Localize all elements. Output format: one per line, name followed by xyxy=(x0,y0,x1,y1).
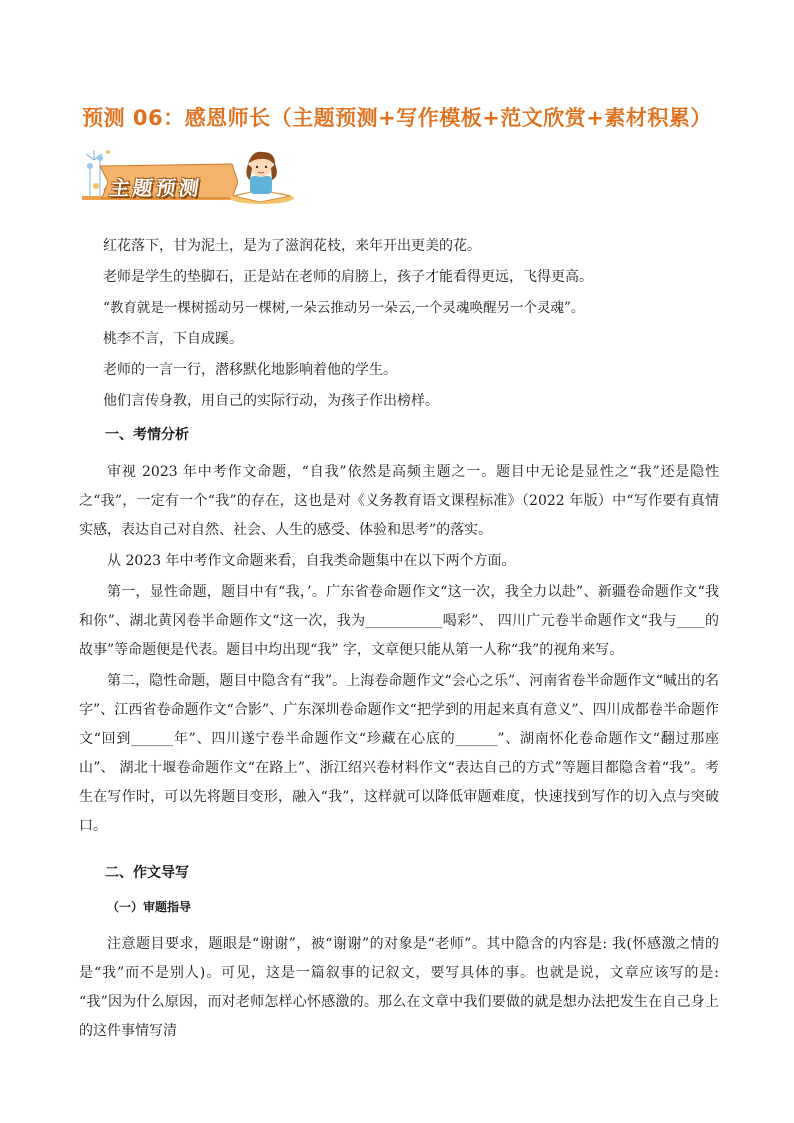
section-heading-analysis: 一、考情分析 xyxy=(105,427,189,443)
paragraph: 第一，显性命题，题目中有“我，’。广东省卷命题作文“这一次，我全力以赴”、新疆卷命题作文“我和你”、湖北黄冈卷半命题作文“这一次，我为___________喝彩”、 四川广元卷半命题作文“我与____的故事”等命题便是代表。题目中均出现“我” 字，文章便只能从第一人称“我”的视角来写。 xyxy=(79,584,719,658)
subsection-heading: （一）审题指导 xyxy=(107,900,192,914)
section-heading-guide: 二、作文导写 xyxy=(105,865,189,881)
intro-line: 红花落下，甘为泥土，是为了滋润花枝，来年开出更美的花。 xyxy=(103,238,481,254)
intro-line: 老师是学生的垫脚石，正是站在老师的肩膀上，孩子才能看得更远，飞得更高。 xyxy=(103,269,593,285)
page-title: 预测 06：感恩师长（主题预测+写作模板+范文欣赏+素材积累） xyxy=(82,106,712,130)
intro-line: “教育就是一棵树摇动另一棵树,一朵云推动另一朵云,一个灵魂唤醒另一个灵魂”。 xyxy=(103,300,585,316)
intro-line: 桃李不言，下自成蹊。 xyxy=(103,331,243,347)
paragraph: 从 2023 年中考作文命题来看，自我类命题集中在以下两个方面。 xyxy=(107,553,516,569)
paragraph: 注意题目要求，题眼是“谢谢”，被“谢谢”的对象是“老师”。其中隐含的内容是: 我(怀感激之情的是“我”而不是别人)。可见，这是一篇叙事的记叙文，要写具体的事。也就是说，文章应该写的是: “我”因为什么原因，而对老师怎样心怀感激的。那么在文章中我们要做的就是想办法把发生在自己身上的这件事情写清 xyxy=(79,936,719,1039)
intro-block xyxy=(103,232,723,418)
section1-body xyxy=(79,458,719,841)
paragraph: 审视 2023 年中考作文命题，“自我”依然是高频主题之一。题目中无论是显性之“我”还是隐性之“我”，一定有一个“我”的存在，这也是对《义务教育语文课程标准》（2022 年版）中“写作要有真情实感，表达自己对自然、社会、人生的感受、体验和思考”的落实。 xyxy=(79,464,719,538)
section2-body xyxy=(79,930,719,1046)
intro-line: 老师的一言一行，潜移默化地影响着他的学生。 xyxy=(103,362,397,378)
intro-line: 他们言传身教，用自己的实际行动，为孩子作出榜样。 xyxy=(103,393,439,409)
paragraph: 第二，隐性命题，题目中隐含有“我”。上海卷命题作文“会心之乐”、河南省卷半命题作文“喊出的名字”、江西省卷命题作文“合影”、广东深圳卷命题作文“把学到的用起来真有意义”、四川成都卷半命题作文“回到______年”、四川遂宁卷半命题作文“珍藏在心底的______”、湖南怀化卷命题作文“翻过那座山”、 湖北十堰卷命题作文“在路上”、浙江绍兴卷材料作文“表达自己的方式”等题目都隐含着“我”。考生在写作时，可以先将题目变形，融入“我”，这样就可以降低审题难度，快速找到写作的切入点与突破口。 xyxy=(79,673,719,834)
banner-label: 主题预测 xyxy=(108,176,204,200)
section-banner xyxy=(82,146,312,208)
